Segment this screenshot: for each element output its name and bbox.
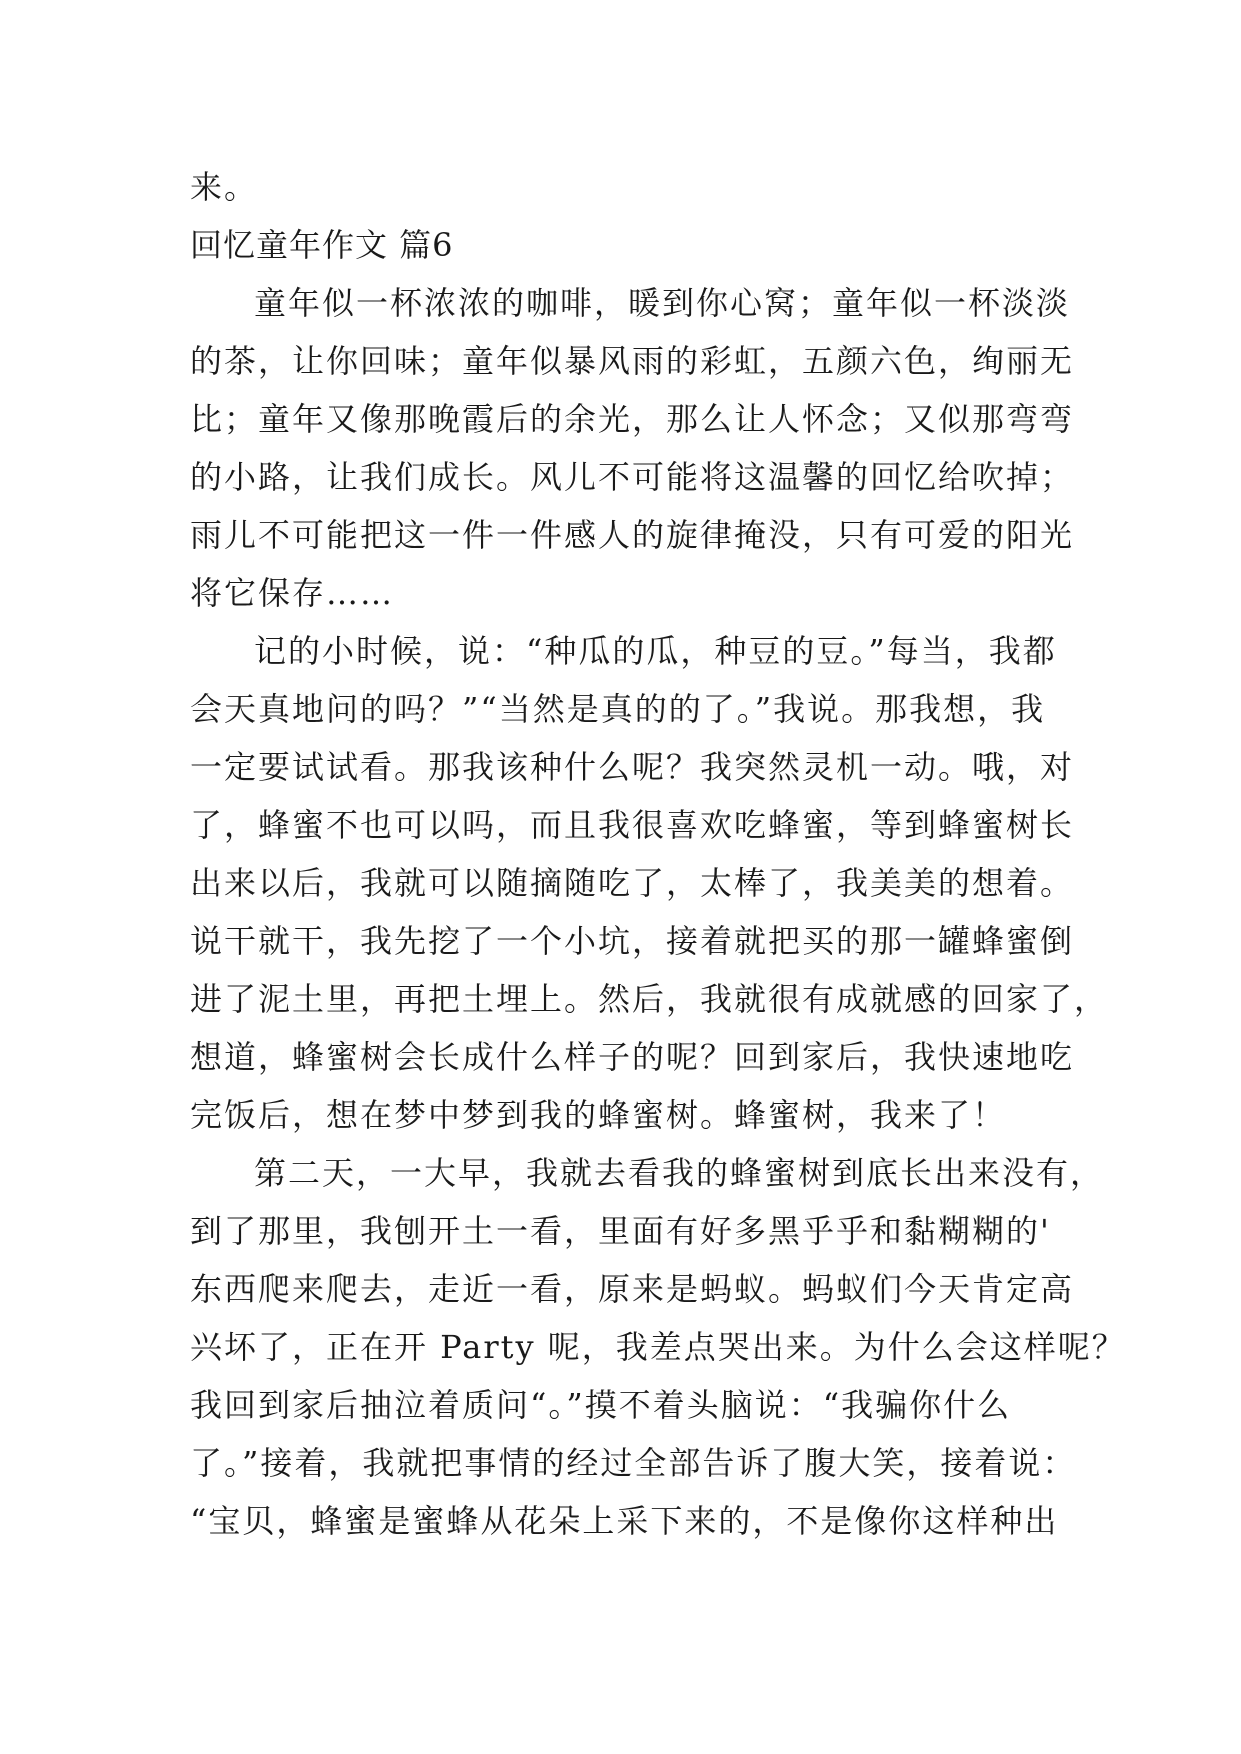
paragraph-line: 了，蜂蜜不也可以吗，而且我很喜欢吃蜂蜜，等到蜂蜜树长 — [190, 806, 1075, 844]
paragraph-line: 会天真地问的吗？”“当然是真的的了。”我说。那我想，我 — [190, 690, 1046, 728]
paragraph-line: 兴坏了，正在开 Party 呢，我差点哭出来。为什么会这样呢？ — [190, 1328, 1126, 1366]
paragraph-line: 了。”接着，我就把事情的经过全部告诉了腹大笑，接着说： — [190, 1444, 1077, 1482]
paragraph-line: 进了泥土里，再把土埋上。然后，我就很有成就感的回家了， — [190, 980, 1109, 1018]
paragraph-line: 比；童年又像那晚霞后的余光，那么让人怀念；又似那弯弯 — [190, 400, 1075, 438]
text-line: 来。 — [190, 168, 259, 206]
paragraph-line: “宝贝，蜂蜜是蜜蜂从花朵上采下来的，不是像你这样种出 — [190, 1502, 1059, 1540]
paragraph-line: 一定要试试看。那我该种什么呢？我突然灵机一动。哦，对 — [190, 748, 1075, 786]
paragraph-line: 雨儿不可能把这一件一件感人的旋律掩没，只有可爱的阳光 — [190, 516, 1075, 554]
paragraph-line: 说干就干，我先挖了一个小坑，接着就把买的那一罐蜂蜜倒 — [190, 922, 1075, 960]
paragraph-line: 东西爬来爬去，走近一看，原来是蚂蚁。蚂蚁们今天肯定高 — [190, 1270, 1075, 1308]
paragraph-line: 出来以后，我就可以随摘随吃了，太棒了，我美美的想着。 — [190, 864, 1075, 902]
paragraph-line: 的茶，让你回味；童年似暴风雨的彩虹，五颜六色，绚丽无 — [190, 342, 1075, 380]
section-title: 回忆童年作文 篇6 — [190, 226, 454, 264]
paragraph-line: 将它保存…… — [190, 574, 395, 612]
paragraph-line: 童年似一杯浓浓的咖啡，暖到你心窝；童年似一杯淡淡 — [254, 284, 1071, 322]
paragraph-line: 第二天，一大早，我就去看我的蜂蜜树到底长出来没有， — [254, 1154, 1105, 1192]
paragraph-line: 完饭后，想在梦中梦到我的蜂蜜树。蜂蜜树，我来了！ — [190, 1096, 1007, 1134]
paragraph-line: 到了那里，我刨开土一看，里面有好多黑乎乎和黏糊糊的' — [190, 1212, 1051, 1250]
paragraph-line: 记的小时候，说：“种瓜的瓜，种豆的豆。”每当，我都 — [254, 632, 1057, 670]
paragraph-line: 我回到家后抽泣着质问“。”摸不着头脑说：“我骗你什么 — [190, 1386, 1012, 1424]
paragraph-line: 的小路，让我们成长。风儿不可能将这温馨的回忆给吹掉； — [190, 458, 1075, 496]
paragraph-line: 想道，蜂蜜树会长成什么样子的呢？回到家后，我快速地吃 — [190, 1038, 1075, 1076]
